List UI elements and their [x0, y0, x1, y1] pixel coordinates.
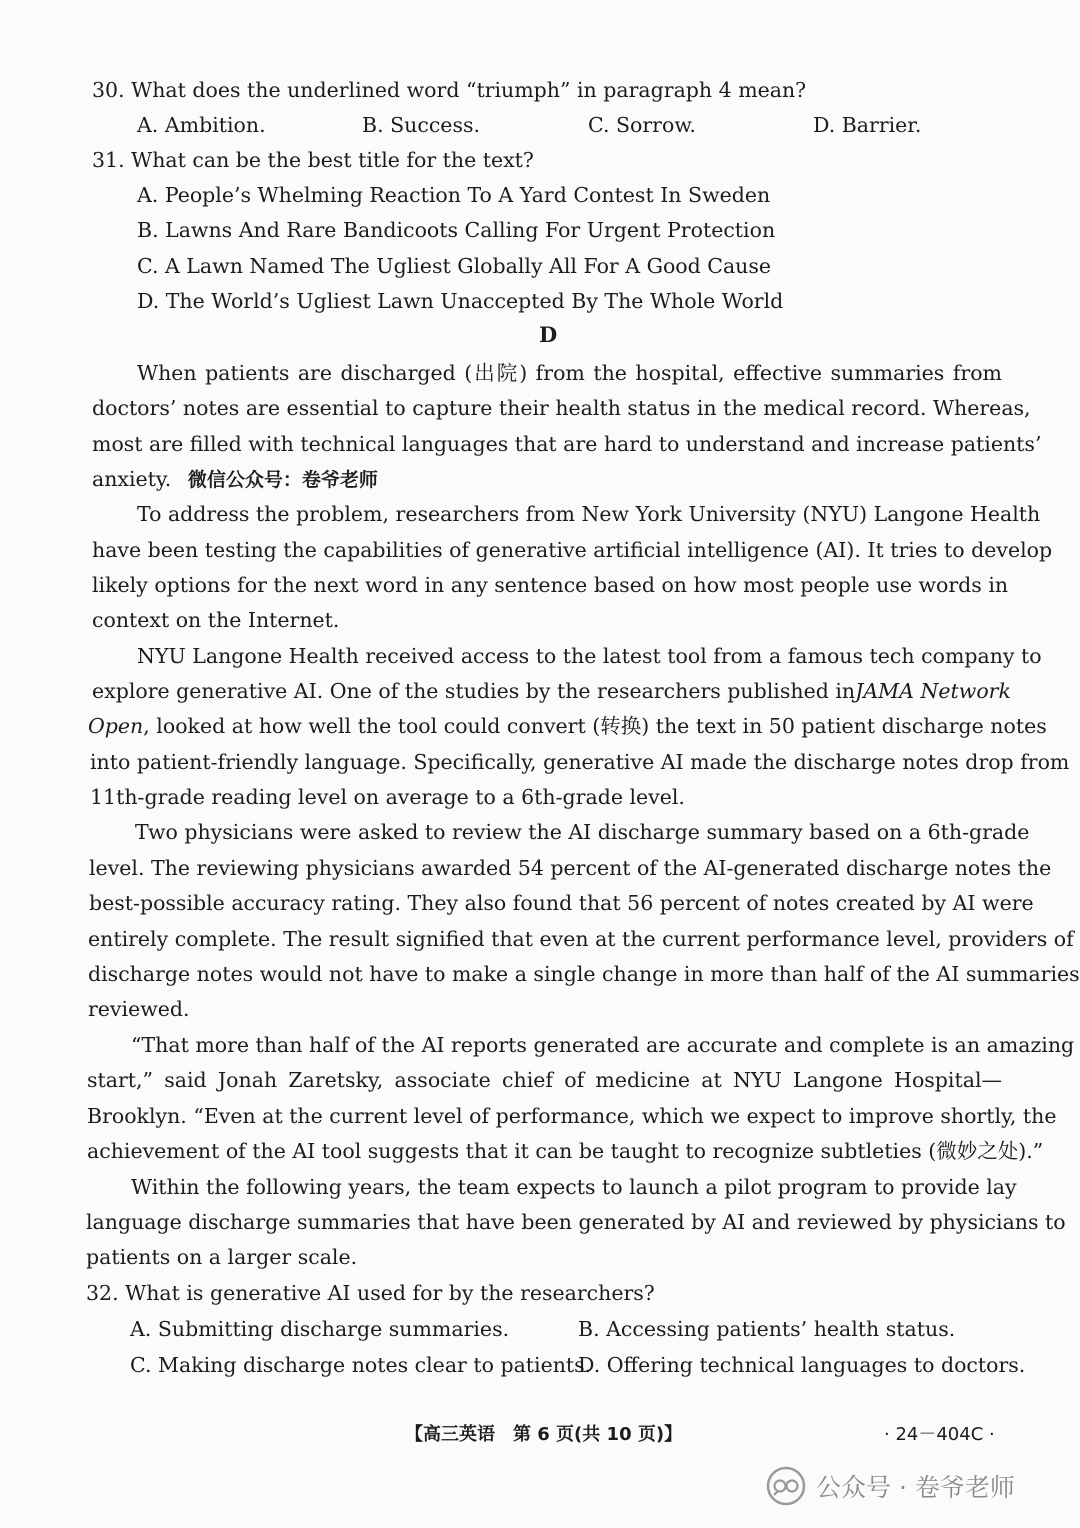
- paragraph-3-line-4: into patient-friendly language. Specifically, generative AI made the discharge notes drop from: [90, 750, 1070, 774]
- paragraph-4-line-3: best-possible accuracy rating. They also found that 56 percent of notes created by AI were: [89, 891, 1034, 915]
- question-32-option-d: D. Offering technical languages to doctors.: [578, 1353, 1026, 1377]
- wechat-watermark: [766, 1466, 1015, 1506]
- paper-code: · 24－404C ·: [884, 1424, 995, 1445]
- question-32-option-a: A. Submitting discharge summaries.: [130, 1317, 510, 1341]
- paragraph-4-line-1: Two physicians were asked to review the AI discharge summary based on a 6th-grade: [135, 820, 1030, 844]
- paragraph-2-line-1: To address the problem, researchers from New York University (NYU) Langone Health: [137, 502, 1041, 526]
- paragraph-1-line-2: doctors’ notes are essential to capture their health status in the medical record. Whereas,: [92, 396, 1031, 420]
- paragraph-2-line-2: have been testing the capabilities of generative artificial intelligence (AI). It tries to develop: [92, 538, 1053, 562]
- paragraph-3-line-2-text: explore generative AI. One of the studies by the researchers published in: [92, 679, 856, 703]
- question-31-option-d: D. The World’s Ugliest Lawn Unaccepted By The Whole World: [137, 289, 784, 313]
- question-32-option-b: B. Accessing patients’ health status.: [578, 1317, 956, 1341]
- question-31-option-b: B. Lawns And Rare Bandicoots Calling For Urgent Protection: [137, 218, 776, 242]
- question-30-option-a: A. Ambition.: [137, 113, 266, 137]
- question-30-option-d: D. Barrier.: [813, 113, 922, 137]
- question-30-stem: 30. What does the underlined word “triumph” in paragraph 4 mean?: [92, 78, 807, 102]
- question-30-option-c: C. Sorrow.: [588, 113, 696, 137]
- paragraph-3-line-5: 11th-grade reading level on average to a 6th-grade level.: [90, 785, 685, 809]
- wechat-icon: [766, 1466, 806, 1506]
- paragraph-1-line-3: most are filled with technical languages that are hard to understand and increase patients’: [92, 432, 1042, 456]
- paragraph-1-last-words: anxiety.: [92, 467, 172, 491]
- paragraph-6-line-1: Within the following years, the team expects to launch a pilot program to provide lay: [131, 1175, 1017, 1199]
- journal-name-part-2: Open: [88, 714, 144, 738]
- page-footer-title: 【高三英语 第 6 页(共 10 页)】: [405, 1424, 683, 1445]
- paragraph-5-line-1: “That more than half of the AI reports generated are accurate and complete is an amazing: [131, 1033, 1075, 1057]
- question-31-option-a: A. People’s Whelming Reaction To A Yard Contest In Sweden: [137, 183, 771, 207]
- section-heading: D: [539, 322, 558, 347]
- paragraph-5-line-2: start,” said Jonah Zaretsky, associate chief of medicine at NYU Langone Hospital—: [87, 1068, 1002, 1092]
- question-31-stem: 31. What can be the best title for the text?: [92, 148, 534, 172]
- question-30-option-b: B. Success.: [362, 113, 480, 137]
- paragraph-3-line-3-text: , looked at how well the tool could convert (转换) the text in 50 patient discharge notes: [143, 714, 1047, 738]
- question-32-stem: 32. What is generative AI used for by the researchers?: [86, 1281, 655, 1305]
- wechat-account-stamp: 微信公众号：卷爷老师: [187, 469, 378, 491]
- question-31-option-c: C. A Lawn Named The Ugliest Globally All For A Good Cause: [137, 254, 772, 278]
- paragraph-2-line-3: likely options for the next word in any sentence based on how most people use words in: [92, 573, 1009, 597]
- paragraph-4-line-5: discharge notes would not have to make a single change in more than half of the AI summaries: [88, 962, 1080, 986]
- paragraph-2-line-4: context on the Internet.: [92, 608, 340, 632]
- paragraph-1-line-1: When patients are discharged (出院) from the hospital, effective summaries from: [137, 361, 1002, 385]
- paragraph-6-line-2: language discharge summaries that have been generated by AI and reviewed by physicians to: [86, 1210, 1066, 1234]
- paragraph-5-line-3: Brooklyn. “Even at the current level of performance, which we expect to improve shortly, the: [87, 1104, 1057, 1128]
- paragraph-4-line-2: level. The reviewing physicians awarded 54 percent of the AI-generated discharge notes the: [89, 856, 1052, 880]
- paragraph-6-line-3: patients on a larger scale.: [86, 1245, 358, 1269]
- paragraph-1-line-4: [92, 465, 378, 494]
- paragraph-3-line-3: [88, 712, 1047, 740]
- watermark-text: 公众号 · 卷爷老师: [816, 1473, 1015, 1502]
- paragraph-4-line-4: entirely complete. The result signified that even at the current performance level, providers of: [88, 927, 1074, 951]
- question-32-option-c: C. Making discharge notes clear to patients.: [130, 1353, 592, 1377]
- paragraph-3-line-1: NYU Langone Health received access to the latest tool from a famous tech company to: [137, 644, 1042, 668]
- paragraph-4-line-6: reviewed.: [88, 997, 190, 1021]
- journal-name-part-1: JAMA Network: [855, 679, 1011, 703]
- paragraph-5-line-4: achievement of the AI tool suggests that it can be taught to recognize subtleties (微妙之处).”: [87, 1139, 1044, 1163]
- paragraph-3-line-2: [92, 677, 1011, 705]
